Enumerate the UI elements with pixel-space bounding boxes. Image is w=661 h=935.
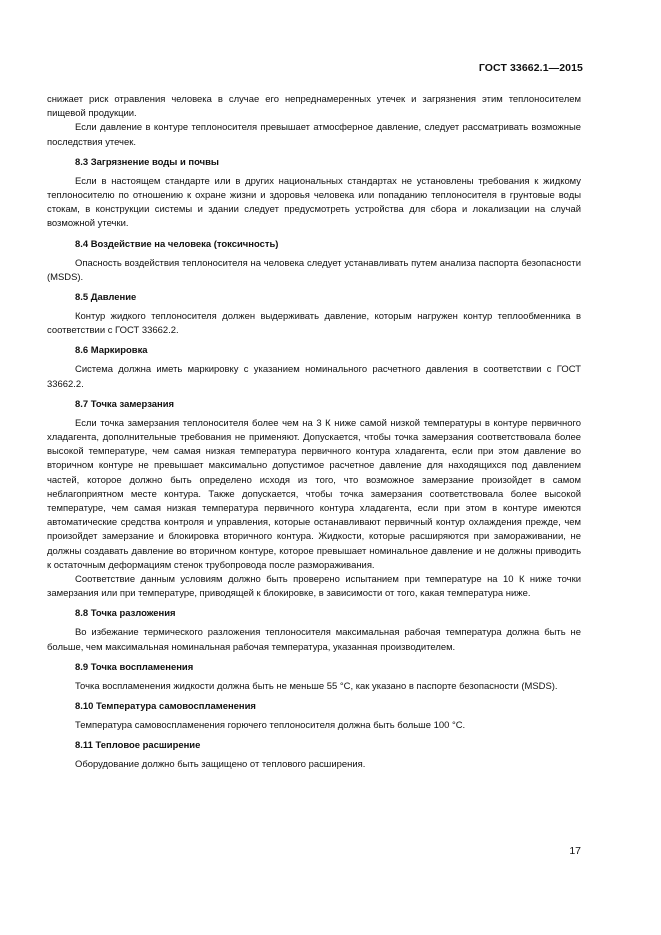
- section-title-8-8: 8.8 Точка разложения: [75, 608, 176, 620]
- section-8-9-paragraph: Точка воспламенения жидкости должна быть не меньше 55 °С, как указано в паспорте безопасности (MSDS).: [75, 680, 558, 692]
- section-title-8-3: 8.3 Загрязнение воды и почвы: [75, 156, 219, 168]
- document-body: [47, 93, 581, 773]
- section-8-11-paragraph: Оборудование должно быть защищено от теплового расширения.: [75, 759, 366, 771]
- section-title-8-4: 8.4 Воздействие на человека (токсичность): [75, 238, 279, 250]
- section-title-8-11: 8.11 Тепловое расширение: [75, 740, 201, 752]
- section-8-5-paragraph: Контур жидкого теплоносителя должен выдерживать давление, которым нагружен контур теплообменника в соответствии с ГОСТ 33662.2.: [47, 311, 581, 337]
- section-8-7-paragraph-1: Если точка замерзания теплоносителя более чем на 3 К ниже самой низкой температуры в контуре первичного хладагента, дополнительные требования не применяют. Допускается, чтобы точка замерзания соответствовала более высокой температуре, чем самая низкая температура первичного контура хладагента, если при этом давление во вторичном контуре не превышает максимально допустимое расчетное давление для находящихся под давлением частей, которое должно быть определено исходя из того, что возможное замерзание произойдет в самом неблагоприятном месте контура. Также допускается, чтобы точка замерзания соответствовала более высокой температуре, чем самая низкая температура первичного контура хладагента, если при этом в контуре имеются автоматические средства контроля и управления, которые останавливают первичный контур охлаждения прежде, чем произойдет замерзание и блокировка вторичного контура. Жидкости, которые расширяются при замораживании, не должны создавать давление во вторичном контуре, которое превышает номинальное давление и не должны приводить к остаточным деформациям стенок трубопровода после размораживания.: [47, 417, 581, 571]
- section-8-10-paragraph: Температура самовоспламенения горючего теплоносителя должна быть больше 100 °С.: [75, 720, 466, 732]
- page-number: 17: [569, 845, 581, 857]
- section-title-8-7: 8.7 Точка замерзания: [75, 398, 175, 410]
- paragraph-continuation: снижает риск отравления человека в случае его непреднамеренных утечек и загрязнения этим теплоносителем пищевой продукции.: [47, 94, 581, 120]
- section-8-3-paragraph: Если в настоящем стандарте или в других национальных стандартах не установлены требования к жидкому теплоносителю по отношению к охране жизни и здоровья человека или попаданию теплоносителя в грунтовые воды стокам, в конструкции системы и здании следует предусмотреть устройства для сбора и локализации на случай возможной утечки.: [47, 175, 581, 230]
- paragraph-pressure-note: Если давление в контуре теплоносителя превышает атмосферное давление, следует рассматривать возможные последствия утечек.: [47, 122, 581, 148]
- section-8-7-paragraph-2: Соответствие данным условиям должно быть проверено испытанием при температуре на 10 К ниже точки замерзания или при температуре, приводящей к блокировке, в зависимости от того, какая температура ниже.: [47, 574, 581, 600]
- section-title-8-6: 8.6 Маркировка: [75, 345, 148, 357]
- section-title-8-10: 8.10 Температура самовоспламенения: [75, 701, 256, 713]
- document-header: ГОСТ 33662.1—2015: [478, 62, 583, 74]
- section-title-8-5: 8.5 Давление: [75, 292, 137, 304]
- section-title-8-9: 8.9 Точка воспламенения: [75, 661, 194, 673]
- section-8-8-paragraph: Во избежание термического разложения теплоносителя максимальная рабочая температура должна быть не больше, чем максимальная номинальная рабочая температура, указанная производителем.: [47, 627, 581, 653]
- section-8-6-paragraph: Система должна иметь маркировку с указанием номинального расчетного давления в соответствии с ГОСТ 33662.2.: [47, 364, 581, 390]
- section-8-4-paragraph: Опасность воздействия теплоносителя на человека следует устанавливать путем анализа паспорта безопасности (MSDS).: [47, 257, 581, 283]
